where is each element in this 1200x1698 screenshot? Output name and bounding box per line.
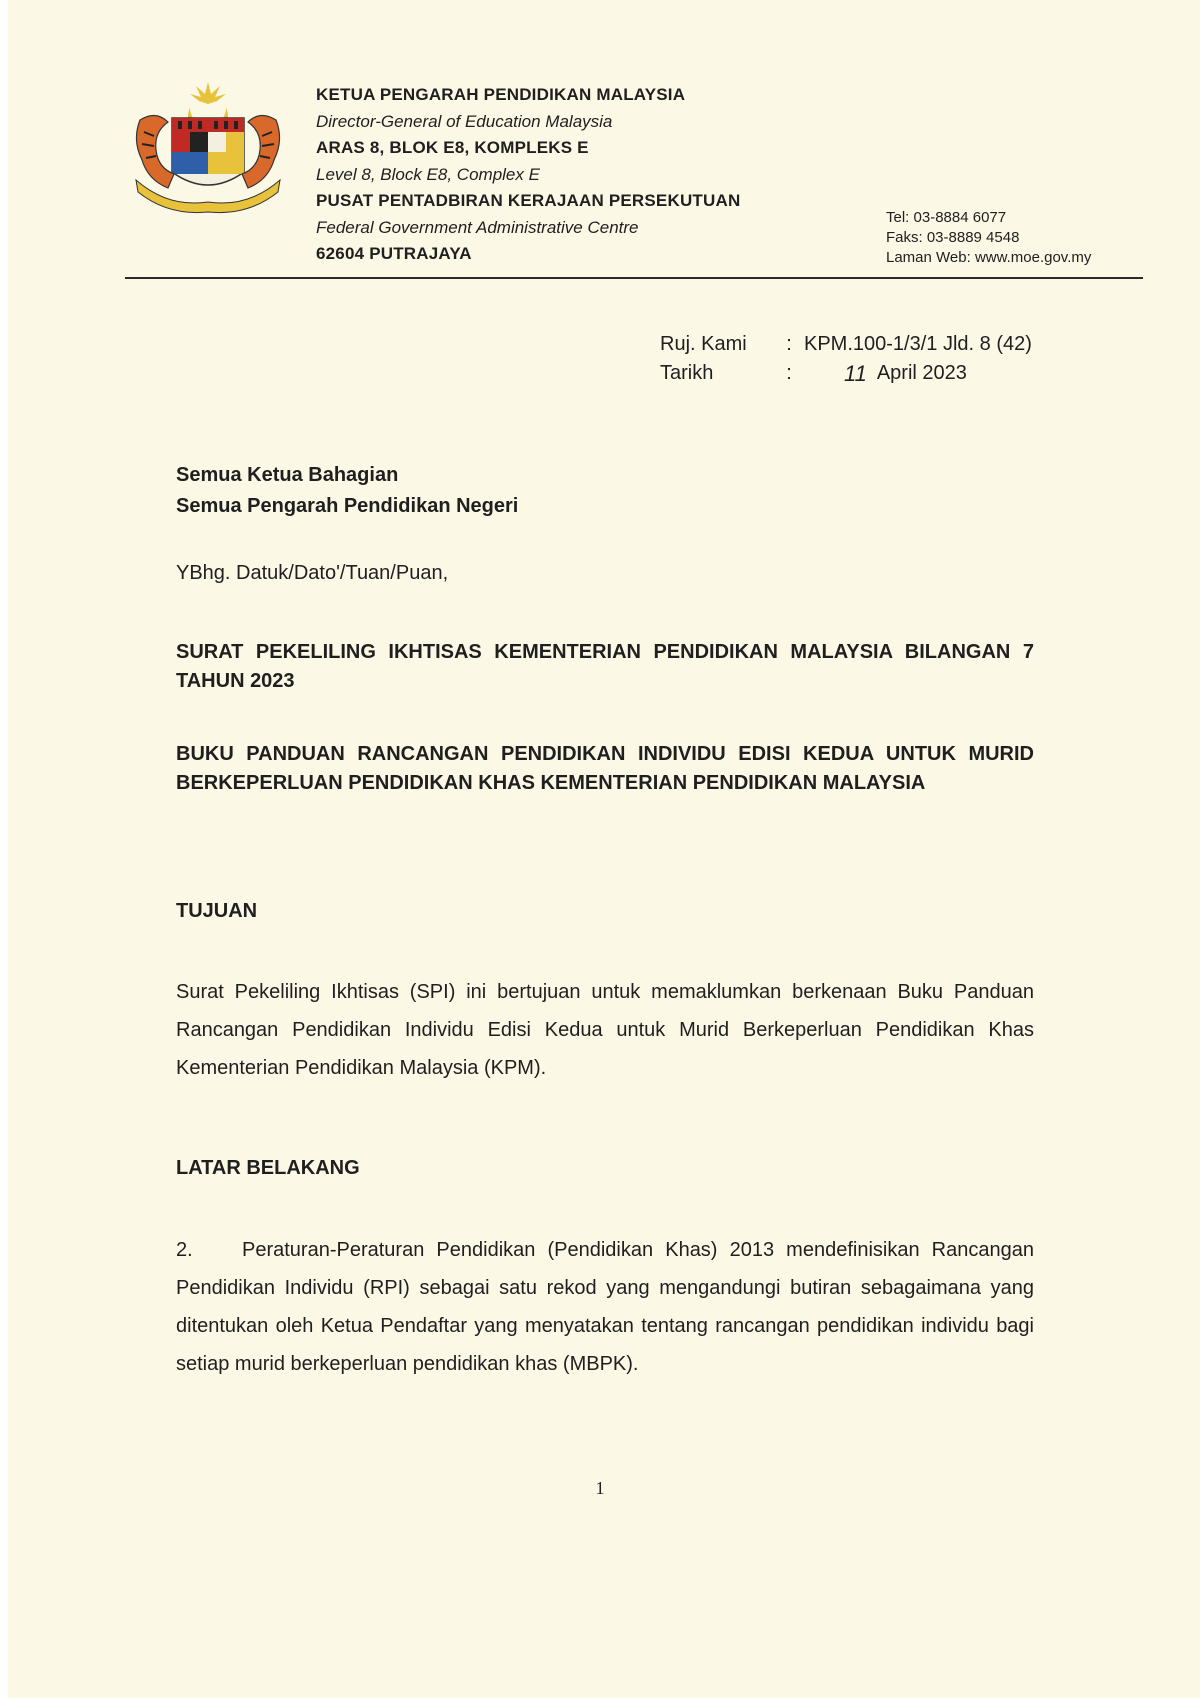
section-heading-tujuan: TUJUAN (176, 900, 258, 922)
paragraph-2-text: Peraturan-Peraturan Pendidikan (Pendidikan Khas) 2013 mendefinisikan Rancangan Pendidikan Individu (RPI) sebagai satu rekod yang mengandungi butiran sebagaimana yang ditentukan oleh Ketua Pendaftar yang menyatakan tentang rancangan pendidikan individu bagi setiap murid berkeperluan pendidikan khas (MBPK). (176, 1239, 1034, 1375)
contact-tel: Tel: 03-8884 6077 (886, 209, 1007, 226)
letterhead (316, 82, 740, 268)
letterhead-postcode-city: 62604 PUTRAJAYA (316, 244, 472, 263)
letterhead-address-2: PUSAT PENTADBIRAN KERAJAAN PERSEKUTUAN (316, 191, 741, 210)
letterhead-title-en: Director-General of Education Malaysia (316, 111, 613, 131)
malaysia-coat-of-arms-logo (128, 80, 288, 215)
letterhead-title: KETUA PENGARAH PENDIDIKAN MALAYSIA (316, 85, 686, 104)
circular-title: SURAT PEKELILING IKHTISAS KEMENTERIAN PENDIDIKAN MALAYSIA BILANGAN 7 TAHUN 2023 (176, 641, 1034, 692)
paragraph-number: 2. (176, 1239, 193, 1261)
date-label: Tarikh (660, 362, 714, 384)
salutation: YBhg. Datuk/Dato'/Tuan/Puan, (176, 562, 449, 584)
letterhead-address-1: ARAS 8, BLOK E8, KOMPLEKS E (316, 138, 589, 157)
subject-heading: BUKU PANDUAN RANCANGAN PENDIDIKAN INDIVIDU EDISI KEDUA UNTUK MURID BERKEPERLUAN PENDIDIKAN KHAS KEMENTERIAN PENDIDIKAN MALAYSIA (176, 743, 1034, 794)
reference-block: Ruj. Kami : KPM.100-1/3/1 Jld. 8 (42) Tarikh : 11 April 2023 (660, 330, 1032, 388)
section-heading-latar-belakang: LATAR BELAKANG (176, 1157, 360, 1179)
contact-fax: Faks: 03-8889 4548 (886, 229, 1020, 246)
date-value: April 2023 (876, 362, 967, 384)
paragraph-2 (176, 1231, 1034, 1383)
paragraph-tujuan: Surat Pekeliling Ikhtisas (SPI) ini bertujuan untuk memaklumkan berkenaan Buku Panduan Rancangan Pendidikan Individu Edisi Kedua untuk Murid Berkeperluan Pendidikan Khas Kementerian Pendidikan Malaysia (KPM). (176, 981, 1034, 1079)
date-day-handwritten: 11 (844, 361, 867, 386)
letterhead-address-1-en: Level 8, Block E8, Complex E (316, 164, 540, 184)
reference-value: KPM.100-1/3/1 Jld. 8 (42) (804, 333, 1032, 355)
letterhead-address-2-en: Federal Government Administrative Centre (316, 217, 639, 237)
recipients (176, 460, 518, 522)
contact-block (886, 208, 1091, 268)
page-number: 1 (595, 1478, 605, 1498)
recipient-line: Semua Ketua Bahagian (176, 464, 399, 486)
contact-web: Laman Web: www.moe.gov.my (886, 249, 1092, 266)
reference-label: Ruj. Kami (660, 333, 747, 355)
recipient-line: Semua Pengarah Pendidikan Negeri (176, 495, 519, 517)
letterhead-divider (125, 277, 1143, 279)
